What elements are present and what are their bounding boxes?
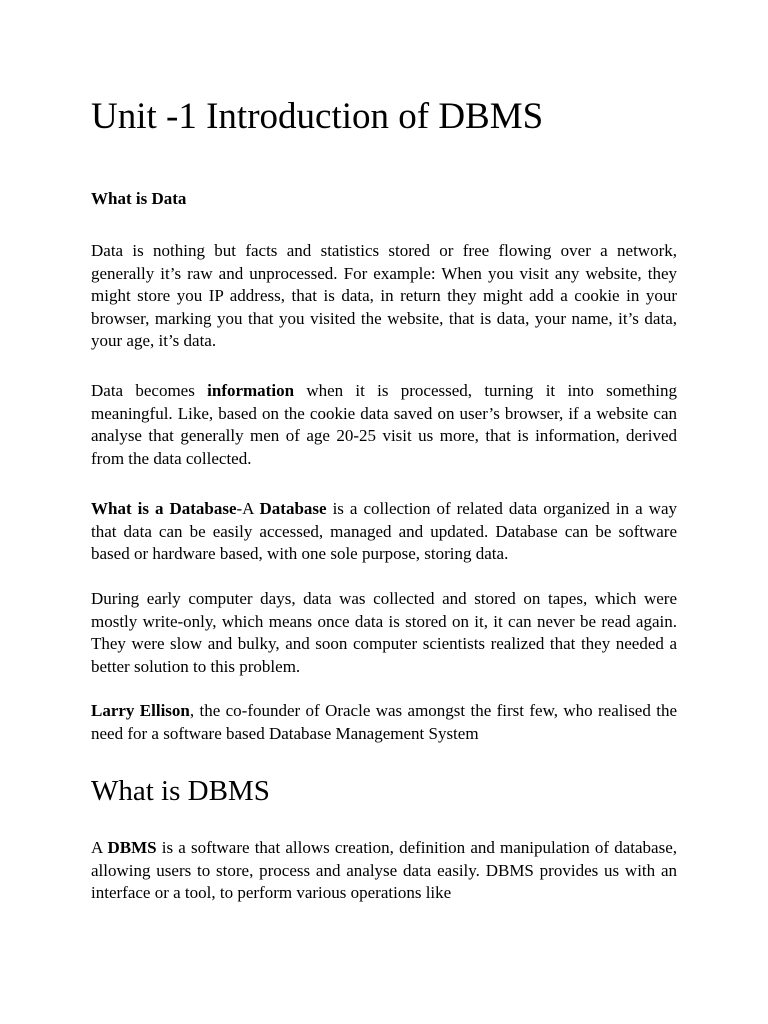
paragraph-larry-ellison — [91, 700, 677, 745]
paragraph-early-computer-days: During early computer days, data was collected and stored on tapes, which were mostly write-only, which means once data is stored on it, it can never be read again. They were slow and bulky, and soon computer scientists realized that they needed a better solution to this problem. — [91, 589, 677, 676]
bold-term-dbms: DBMS — [107, 838, 157, 857]
paragraph-text: is a collection of related data organized in a way that data can be easily accessed, managed and updated. Database can be software based or hardware based, with one sole purpose, storing data. — [91, 499, 678, 563]
bold-term-database: Database — [259, 499, 327, 518]
paragraph-text: -A — [236, 499, 260, 518]
paragraph-text: , the co-founder of Oracle was amongst the first few, who realised the need for a software based Database Management System — [91, 701, 677, 743]
paragraph-text: Data becomes — [91, 381, 208, 400]
section-heading-what-is-dbms: What is DBMS — [91, 775, 270, 807]
paragraph-information — [91, 380, 677, 470]
paragraph-text: when it is processed, turning it into something meaningful. Like, based on the cookie data saved on user’s browser, if a website can analyse that generally men of age 20-25 visit us more, that is information, derived from the data collected. — [91, 381, 677, 468]
paragraph-database — [91, 498, 677, 566]
paragraph-dbms-definition — [91, 837, 677, 905]
paragraph-data-definition: Data is nothing but facts and statistics stored or free flowing over a network, generally it’s raw and unprocessed. For example: When you visit any website, they might store you IP address, that is data, in return they might add a cookie in your browser, marking you that you visited the website, that is data, your name, it’s data, your age, it’s data. — [91, 241, 677, 350]
inline-heading-what-is-a-database: What is a Database — [91, 499, 237, 518]
bold-term-larry-ellison: Larry Ellison — [91, 701, 190, 720]
paragraph-text: is a software that allows creation, definition and manipulation of database, allowing users to store, process and analyse data easily. DBMS provides us with an interface or a tool, to perform various operations like — [91, 838, 677, 902]
paragraph-text: A — [91, 838, 108, 857]
document-title: Unit -1 Introduction of DBMS — [91, 96, 544, 137]
bold-term-information: information — [207, 381, 295, 400]
section-heading-what-is-data: What is Data — [91, 189, 187, 208]
